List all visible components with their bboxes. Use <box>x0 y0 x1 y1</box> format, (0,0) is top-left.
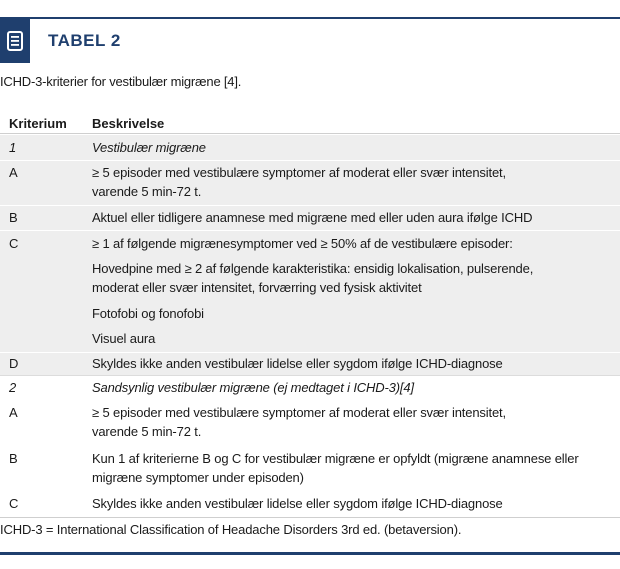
table-footnote: ICHD-3 = International Classification of Headache Disorders 3rd ed. (betaversion). <box>0 522 462 537</box>
row-divider <box>0 230 620 231</box>
description-cell <box>92 163 592 201</box>
description-cell: Sandsynlig vestibulær migræne (ej medtaget i ICHD-3)[4] <box>92 380 414 395</box>
criterion-cell: A <box>9 405 18 420</box>
criterion-cell: C <box>9 236 19 251</box>
criterion-cell: D <box>9 356 19 371</box>
column-header-description: Beskrivelse <box>92 116 165 131</box>
description-cell: Skyldes ikke anden vestibulær lidelse eller sygdom ifølge ICHD-diagnose <box>92 496 503 511</box>
table-caption: ICHD-3-kriterier for vestibulær migræne [4]. <box>0 74 242 89</box>
description-line: varende 5 min-72 t. <box>92 184 202 199</box>
table-header <box>0 19 121 63</box>
table-label: TABEL 2 <box>48 31 121 50</box>
description-cell: Aktuel eller tidligere anamnese med migræne med eller uden aura ifølge ICHD <box>92 210 533 225</box>
description-line: ≥ 5 episoder med vestibulære symptomer af moderat eller svær intensitet, <box>92 405 506 420</box>
criterion-cell: 2 <box>9 380 17 395</box>
bottom-rule <box>0 552 620 555</box>
description-cell: Visuel aura <box>92 331 156 346</box>
group-divider <box>0 375 620 376</box>
description-line: Hovedpine med ≥ 2 af følgende karakteristika: ensidig lokalisation, pulserende, <box>92 261 534 276</box>
description-line: migræne symptomer under episoden) <box>92 470 304 485</box>
document-list-icon <box>0 19 30 63</box>
description-cell <box>92 259 592 297</box>
description-line: ≥ 5 episoder med vestibulære symptomer af moderat eller svær intensitet, <box>92 165 506 180</box>
column-header-criterion: Kriterium <box>9 116 67 131</box>
description-cell: ≥ 1 af følgende migrænesymptomer ved ≥ 50% af de vestibulære episoder: <box>92 236 513 251</box>
description-cell <box>92 403 592 441</box>
description-cell: Fotofobi og fonofobi <box>92 306 204 321</box>
row-divider <box>0 160 620 161</box>
description-line: Kun 1 af kriterierne B og C for vestibulær migræne er opfyldt (migræne anamnese eller <box>92 451 579 466</box>
criterion-cell: 1 <box>9 140 17 155</box>
criterion-cell: B <box>9 451 18 466</box>
row-divider <box>0 352 620 353</box>
description-line: moderat eller svær intensitet, forværring ved fysisk aktivitet <box>92 280 422 295</box>
description-cell: Vestibulær migræne <box>92 140 206 155</box>
description-cell <box>92 449 592 487</box>
criterion-cell: B <box>9 210 18 225</box>
criterion-cell: C <box>9 496 19 511</box>
description-cell: Skyldes ikke anden vestibulær lidelse eller sygdom ifølge ICHD-diagnose <box>92 356 503 371</box>
footer-rule <box>0 517 620 518</box>
row-divider <box>0 205 620 206</box>
header-rule <box>0 133 620 134</box>
criterion-cell: A <box>9 165 18 180</box>
description-line: varende 5 min-72 t. <box>92 424 202 439</box>
